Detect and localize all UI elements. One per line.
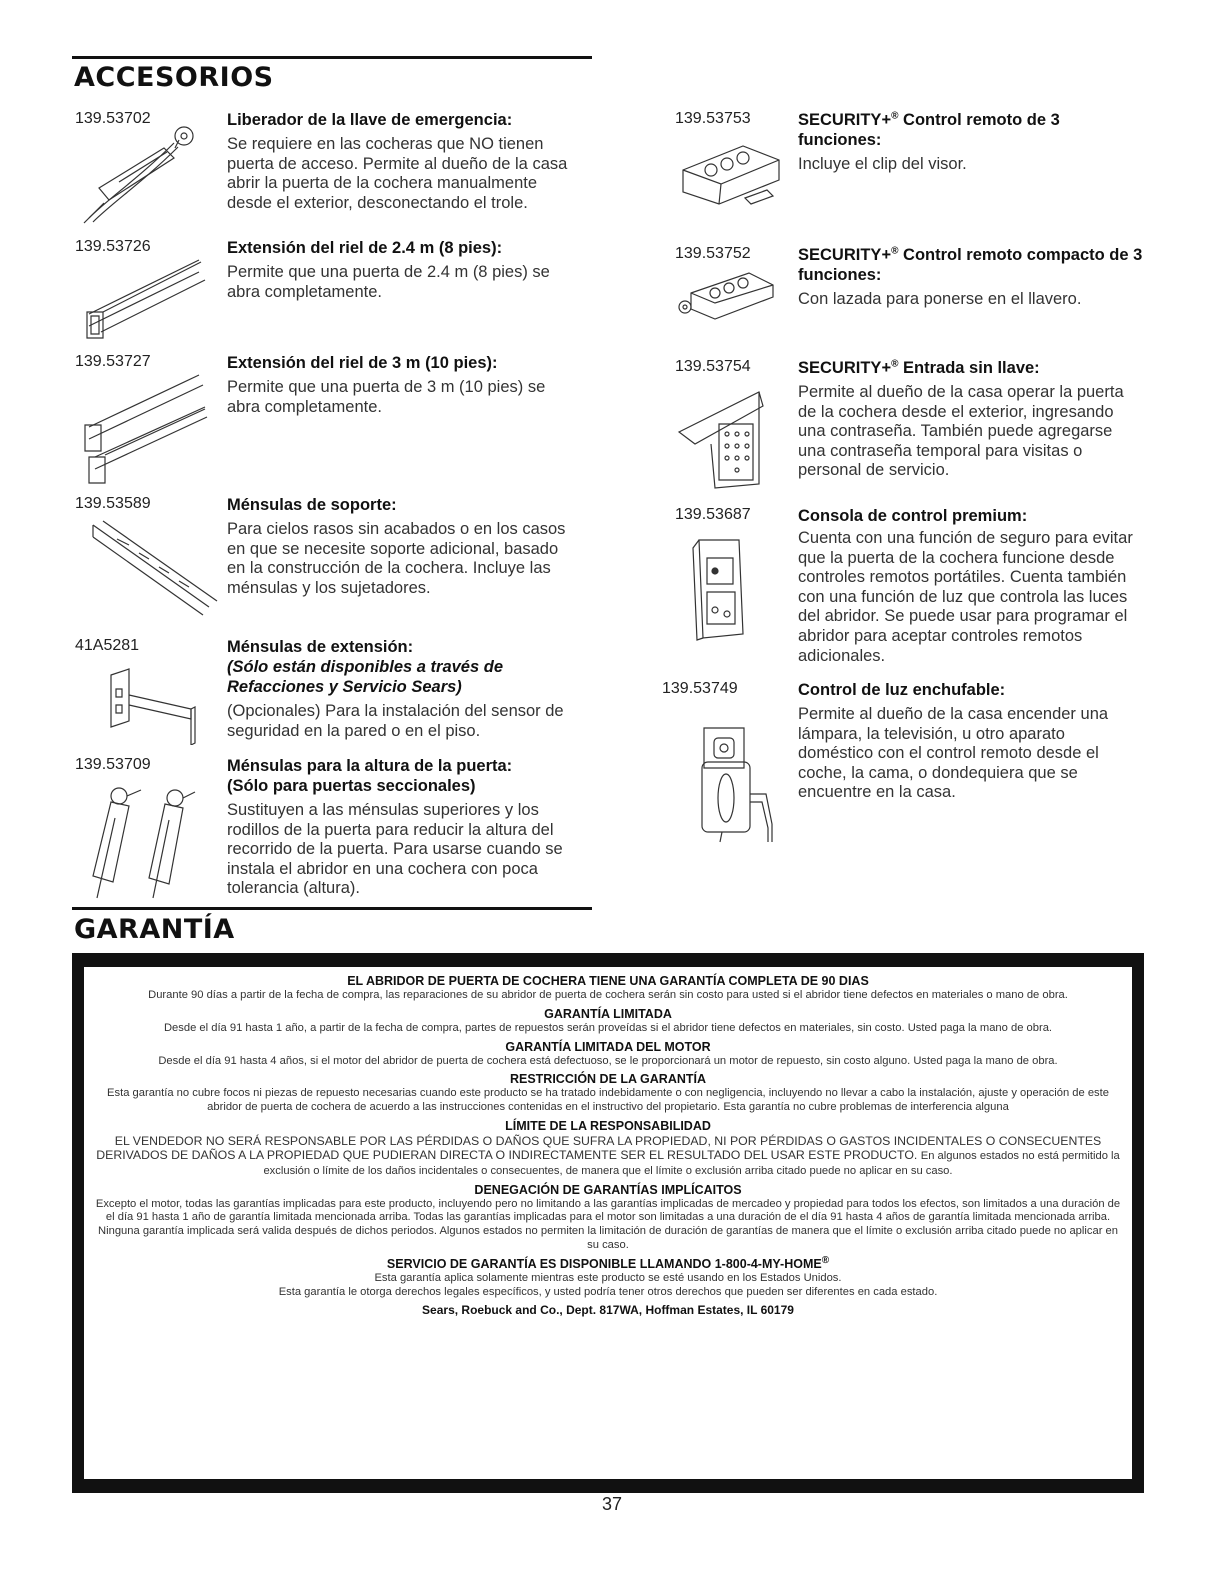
part-number: 139.53726 — [75, 238, 151, 255]
part-number: 139.53753 — [675, 110, 751, 127]
accessories-title: ACCESORIOS — [74, 62, 274, 93]
part-number: 139.53749 — [662, 680, 738, 697]
warranty-heading: GARANTÍA LIMITADA — [544, 1006, 672, 1021]
premium-control-console-image — [679, 534, 769, 644]
compact-remote-image — [675, 267, 785, 327]
part-number: 41A5281 — [75, 637, 140, 654]
extension-brackets-image — [105, 665, 205, 745]
warranty-text: Durante 90 días a partir de la fecha de compra, las reparaciones de su abridor de puerta de cochera serán sin costo para usted si el abridor tiene defectos en materiales o mano de obra. — [148, 989, 1068, 1001]
accessory-description: Se requiere en las cocheras que NO tienen puerta de acceso. Permite al dueño de la casa abrir la puerta de la cochera manualmente desde el exterior, desconectando el trole. — [227, 135, 568, 212]
warranty-heading: EL ABRIDOR DE PUERTA DE COCHERA TIENE UNA GARANTÍA COMPLETA DE 90 DIAS — [347, 974, 869, 988]
accessory-description: Permite que una puerta de 3 m (10 pies) se abra completamente. — [227, 378, 546, 416]
plug-in-lamp-control-image — [696, 724, 796, 844]
warranty-text: EL VENDEDOR NO SERÁ RESPONSABLE POR LAS PÉRDIDAS O DAÑOS QUE SUFRA LA PROPIEDAD, NI POR PÉRDIDAS O GASTOS INCIDENTALES O CONSECUENTES DERIVADOS DE DAÑOS A LA PROPIEDAD QUE PUDIERAN DIRECTA O INDIRECTAMENTE SER EL RESULTADO DEL USAR ESTE PRODUCTO. En algunos estados no está permitido la exclusión o límite de los daños incidentales o consecuentes, de manera que el límite o exclusión arriba citado puede no aplicar en su caso. — [96, 1133, 1120, 1178]
part-number: 139.53702 — [75, 110, 151, 127]
support-brackets-image — [89, 517, 219, 617]
accessory-description: Sustituyen a las ménsulas superiores y los rodillos de la puerta para reducir la altura del recorrido de la puerta. Para usarse cuando se instala el abridor en una cochera con poca tolerancia (altura). — [227, 801, 563, 898]
accessory-title: SECURITY+® Entrada sin llave: — [798, 358, 1040, 377]
accessory-title: Extensión del riel de 2.4 m (8 pies): — [227, 239, 503, 257]
accessory-title: Ménsulas de extensión: — [227, 638, 414, 656]
part-number: 139.53687 — [675, 506, 751, 523]
page-number: 37 — [601, 1494, 623, 1514]
accessory-subtitle: (Sólo están disponibles a través de Refacciones y Servicio Sears) — [227, 658, 503, 696]
part-number: 139.53589 — [75, 495, 151, 512]
accessory-description: Cuenta con una función de seguro para evitar que la puerta de la cochera funcione desde controles remotos portátiles. Cuenta también con una función de luz que controla las luces del abridor. Se puede usar para programar el abridor para aceptar controles remotos adicionales. — [798, 529, 1133, 665]
door-height-brackets-image — [83, 778, 213, 900]
accessory-title: Control de luz enchufable: — [798, 681, 1006, 699]
accessory-title: Extensión del riel de 3 m (10 pies): — [227, 354, 498, 372]
accessory-subtitle: (Sólo para puertas seccionales) — [227, 777, 476, 795]
part-number: 139.53727 — [75, 353, 151, 370]
remote-control-3-function-image — [675, 140, 785, 220]
warranty-top-rule — [72, 907, 592, 910]
part-number: 139.53709 — [75, 756, 151, 773]
warranty-text: Esta garantía le otorga derechos legales específicos, y usted podría tener otros derechos que pueden ser diferentes en cada estado. — [278, 1285, 938, 1298]
warranty-heading: DENEGACIÓN DE GARANTÍAS IMPLÍCAITOS — [474, 1182, 742, 1197]
warranty-text: Desde el día 91 hasta 4 años, si el motor del abridor de puerta de cochera está defectuoso, se le proporcionará un motor de repuesto, sin costo alguno. Usted paga la mano de obra. — [158, 1054, 1058, 1067]
warranty-heading: LÍMITE DE LA RESPONSABILIDAD — [505, 1118, 711, 1133]
warranty-heading: SERVICIO DE GARANTÍA ES DISPONIBLE LLAMANDO 1-800-4-MY-HOME® — [386, 1254, 830, 1271]
warranty-text: Excepto el motor, todas las garantías implicadas para este producto, incluyendo pero no limitando a las garantías implicadas de mercadeo y propiedad para todos los efectos, son limitados a una duración de el día 91 hasta 1 año de garantía limitada mencionada arriba. Todas las garantías implicadas para el motor son limitadas a una duración de el día 91 hasta 4 años de garantía limitada mencionada arriba. Ninguna garantía implicada será valida después de dichos periodos. Algunos estados no permiten la limitación de duración de garantías de manera que el límite o exclusión arriba citado puede no aplicar en su caso. — [95, 1197, 1121, 1251]
part-number: 139.53754 — [675, 358, 751, 375]
accessory-description: Con lazada para ponerse en el llavero. — [798, 290, 1082, 308]
rail-extension-8ft-image — [81, 252, 211, 342]
warranty-box — [72, 953, 1144, 1493]
accessory-description: Permite que una puerta de 2.4 m (8 pies) se abra completamente. — [227, 263, 550, 301]
warranty-title: GARANTÍA — [74, 914, 235, 945]
accessories-top-rule — [72, 56, 592, 59]
warranty-heading: RESTRICCIÓN DE LA GARANTÍA — [509, 1072, 707, 1087]
accessory-title: Ménsulas para la altura de la puerta: — [227, 757, 513, 775]
accessory-description: Para cielos rasos sin acabados o en los casos en que se necesite soporte adicional, basado en la construcción de la cochera. Incluye las ménsulas y los sujetadores. — [227, 520, 566, 597]
warranty-footer: Sears, Roebuck and Co., Dept. 817WA, Hoffman Estates, IL 60179 — [422, 1303, 794, 1318]
accessory-title: Consola de control premium: — [798, 507, 1028, 525]
accessory-title: Liberador de la llave de emergencia: — [227, 111, 513, 129]
warranty-text: Esta garantía no cubre focos ni piezas de repuesto necesarias cuando este producto se ha tratado indebidamente o con negligencia, incluyendo no llevar a cabo la instalación, ajuste y operación de este abridor de puerta de cochera de acuerdo a las instrucciones contenidas en el instructivo del propietario. Esta garantía no cubre problemas de interferencia alguna — [107, 1087, 1109, 1114]
warranty-content — [84, 967, 1132, 1479]
rail-extension-10ft-image — [79, 367, 214, 487]
warranty-text: Desde el día 91 hasta 1 año, a partir de la fecha de compra, partes de repuestos serán proveídas si el abridor tiene defectos en materiales, sin costo. Usted paga la mano de obra. — [163, 1021, 1053, 1034]
warranty-text: Esta garantía aplica solamente mientras este producto se esté usando en los Estados Unidos. — [374, 1271, 842, 1284]
accessory-description: (Opcionales) Para la instalación del sensor de seguridad en la pared o en el piso. — [227, 702, 564, 740]
accessory-description: Permite al dueño de la casa encender una lámpara, la televisión, u otro aparato doméstico con el control remoto desde el coche, la cama, o dondequiera que se encuentre en la casa. — [798, 705, 1109, 802]
accessory-title: SECURITY+® Control remoto de 3 funciones: — [798, 110, 1060, 149]
accessory-title: Ménsulas de soporte: — [227, 496, 397, 514]
accessory-description: Permite al dueño de la casa operar la puerta de la cochera desde el exterior, ingresando una contraseña. También puede agregarse una contraseña temporal para visitas o personal de servicio. — [798, 383, 1124, 480]
accessory-description: Incluye el clip del visor. — [798, 155, 967, 173]
accessory-title: SECURITY+® Control remoto compacto de 3 funciones: — [798, 245, 1143, 284]
keyless-entry-keypad-image — [675, 384, 785, 494]
part-number: 139.53752 — [675, 245, 751, 262]
emergency-release-key-image — [79, 118, 209, 228]
warranty-heading: GARANTÍA LIMITADA DEL MOTOR — [505, 1039, 711, 1054]
